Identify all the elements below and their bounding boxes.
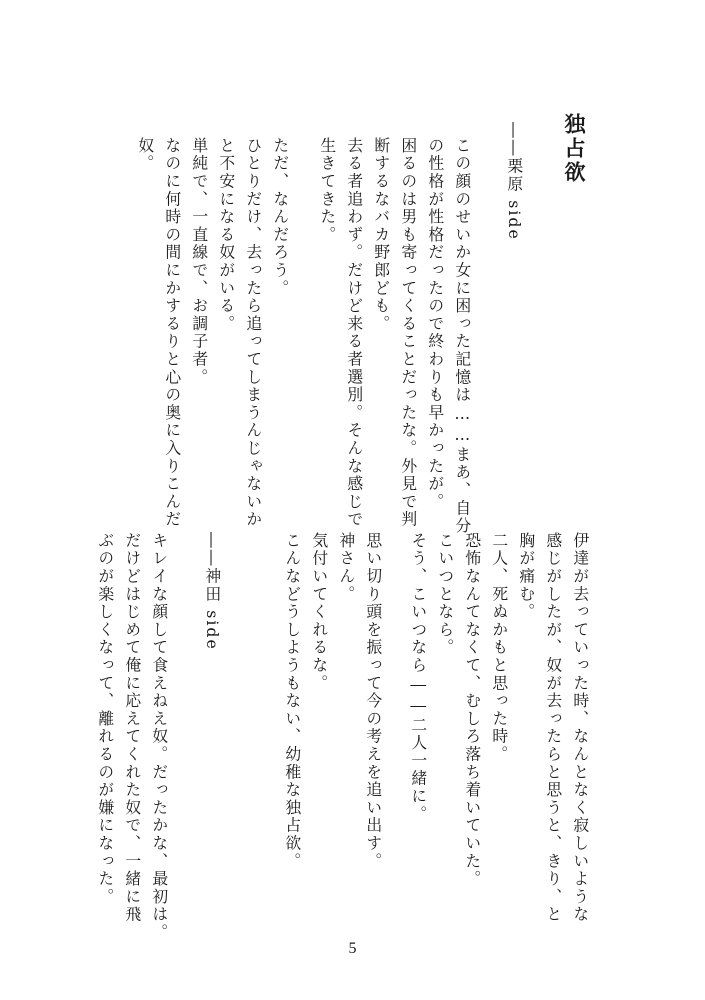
body-line: 去る者追わず。だけど来る者選別。そんな感じで xyxy=(344,137,364,529)
body-line: ただ、なんだろう。 xyxy=(270,137,290,298)
kanda-side-heading: ――神田 side xyxy=(202,532,222,651)
body-line: 神さん。 xyxy=(336,532,356,604)
body-line: 胸が痛む。 xyxy=(516,532,536,621)
body-line: 恐怖なんてなくて、むしろ落ち着いていた。 xyxy=(462,532,482,888)
body-line: そう、こいつなら――二人一緒に。 xyxy=(408,532,428,824)
body-line: こいつとなら。 xyxy=(435,532,455,657)
body-line: と不安になる奴がいる。 xyxy=(216,137,236,333)
body-line: この顔のせいか女に困った記憶は……まあ、自分 xyxy=(452,137,472,535)
body-line: 単純で、一直線で、お調子者。 xyxy=(189,137,209,387)
body-line: 生きてきた。 xyxy=(317,137,337,244)
body-line: 感じがしたが、奴が去ったらと思うと、きり、と xyxy=(543,532,563,924)
body-line: ひとりだけ、去ったら追ってしまうんじゃないか xyxy=(243,137,263,529)
body-line: だけどはじめて俺に応えてくれた奴で、一緒に飛 xyxy=(122,532,142,924)
body-line: の性格が性格だったので終わりも早かったが。 xyxy=(425,137,445,511)
body-line: 伊達が去っていった時、なんとなく寂しいような xyxy=(570,532,590,924)
page-number: 5 xyxy=(348,940,357,957)
kurihara-side-heading: ――栗原 side xyxy=(504,122,524,241)
body-line: 二人、死ぬかもと思った時。 xyxy=(489,532,509,764)
body-line: なのに何時の間にかするりと心の奥に入りこんだ xyxy=(162,137,182,529)
body-line: 困るのは男も寄ってくることだったな。外見で判 xyxy=(398,137,418,529)
body-line: 思い切り頭を振って今の考えを追い出す。 xyxy=(363,532,383,871)
body-line: ぶのが楽しくなって、離れるのが嫌になった。 xyxy=(95,532,115,906)
body-line: 奴。 xyxy=(135,137,155,173)
body-line: 気付いてくれるな。 xyxy=(309,532,329,693)
body-line: 断するなバカ野郎ども。 xyxy=(371,137,391,333)
body-line: キレイな顔して食えねえ奴。だったかな、最初は。 xyxy=(149,532,169,942)
body-line: こんなどうしようもない、幼稚な独占欲。 xyxy=(282,532,302,871)
chapter-title: 独占欲 xyxy=(562,113,587,185)
